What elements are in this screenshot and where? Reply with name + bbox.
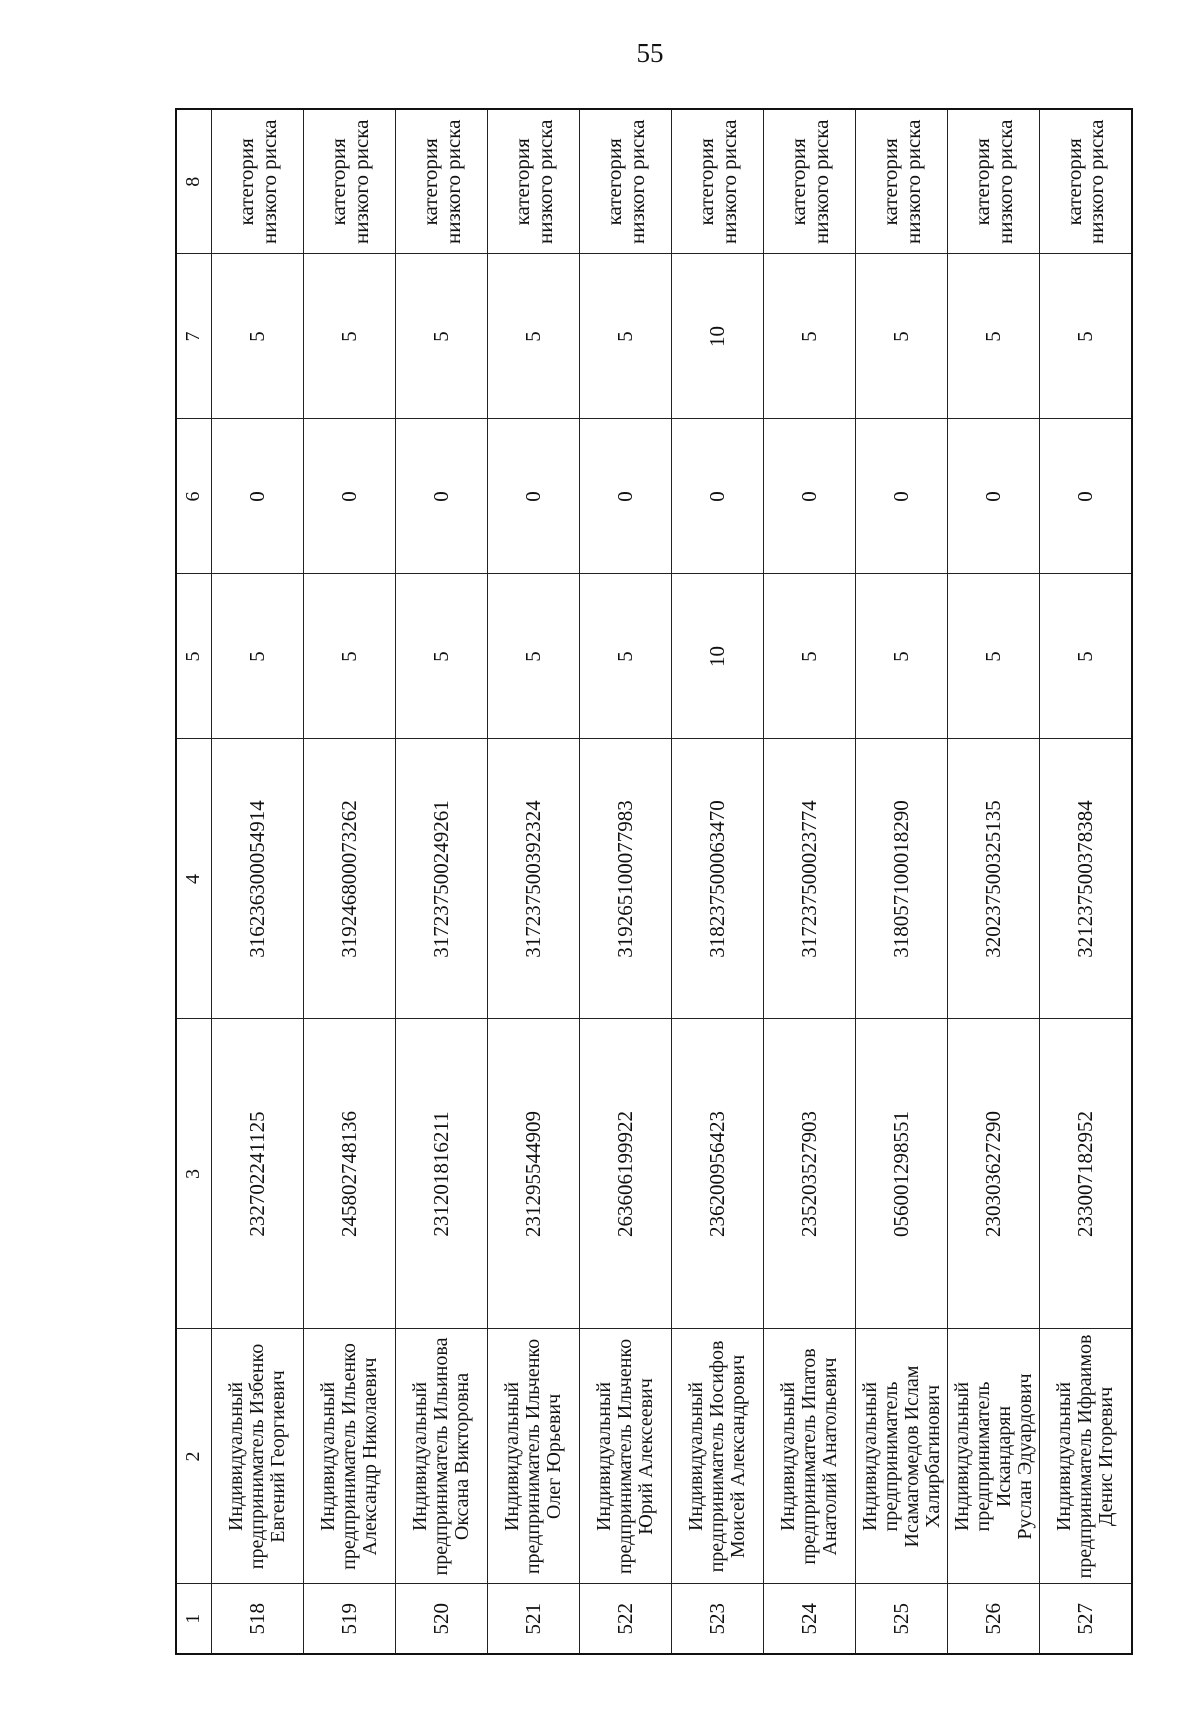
- ogrnip-cell: 319246800073262: [304, 739, 396, 1019]
- ogrnip-cell: 317237500023774: [764, 739, 856, 1019]
- table-row: [856, 109, 948, 1654]
- column-5-cell: 5: [304, 574, 396, 739]
- ogrnip-cell: 317237500249261: [396, 739, 488, 1019]
- column-7-cell: 5: [304, 254, 396, 419]
- row-number-cell: 525: [856, 1584, 948, 1654]
- column-header-3: 3: [176, 1019, 212, 1329]
- inn-cell: 245802748136: [304, 1019, 396, 1329]
- column-6-cell: 0: [672, 419, 764, 574]
- row-number-cell: 518: [212, 1584, 304, 1654]
- column-header-7: 7: [176, 254, 212, 419]
- inn-cell: 231201816211: [396, 1019, 488, 1329]
- ogrnip-cell: 317237500392324: [488, 739, 580, 1019]
- table-row: [1040, 109, 1132, 1654]
- column-header-5: 5: [176, 574, 212, 739]
- ogrnip-cell: 316236300054914: [212, 739, 304, 1019]
- row-number-cell: 520: [396, 1584, 488, 1654]
- column-5-cell: 5: [488, 574, 580, 739]
- inn-cell: 235203527903: [764, 1019, 856, 1329]
- entrepreneur-name-cell: Индивидуальный предприниматель Ильченко Олег Юрьевич: [488, 1329, 580, 1584]
- entrepreneur-name-cell: Индивидуальный предприниматель Ильинова Оксана Викторовна: [396, 1329, 488, 1584]
- column-6-cell: 0: [856, 419, 948, 574]
- column-5-cell: 5: [396, 574, 488, 739]
- entrepreneur-name-cell: Индивидуальный предприниматель Ильченко Юрий Алексеевич: [580, 1329, 672, 1584]
- entrepreneur-name-cell: Индивидуальный предприниматель Ифраимов Денис Игоревич: [1040, 1329, 1132, 1584]
- column-6-cell: 0: [764, 419, 856, 574]
- risk-category-cell: категория низкого риска: [1040, 109, 1132, 254]
- entrepreneur-name-cell: Индивидуальный предприниматель Исамагомедов Ислам Халирбагинович: [856, 1329, 948, 1584]
- row-number-cell: 521: [488, 1584, 580, 1654]
- column-6-cell: 0: [1040, 419, 1132, 574]
- row-number-cell: 519: [304, 1584, 396, 1654]
- ogrnip-cell: 320237500325135: [948, 739, 1040, 1019]
- row-number-cell: 527: [1040, 1584, 1132, 1654]
- page-number: 55: [636, 38, 664, 68]
- inn-cell: 056001298551: [856, 1019, 948, 1329]
- column-7-cell: 5: [396, 254, 488, 419]
- table-row: [764, 109, 856, 1654]
- column-7-cell: 5: [764, 254, 856, 419]
- column-header-6: 6: [176, 419, 212, 574]
- column-5-cell: 5: [856, 574, 948, 739]
- row-number-cell: 523: [672, 1584, 764, 1654]
- table-row: [672, 109, 764, 1654]
- column-7-cell: 5: [948, 254, 1040, 419]
- row-number-cell: 526: [948, 1584, 1040, 1654]
- column-5-cell: 5: [948, 574, 1040, 739]
- entrepreneur-name-cell: Индивидуальный предприниматель Ильенко Александр Николаевич: [304, 1329, 396, 1584]
- table-row: [948, 109, 1040, 1654]
- entrepreneur-name-cell: Индивидуальный предприниматель Искандарян Руслан Эдуардович: [948, 1329, 1040, 1584]
- column-5-cell: 5: [580, 574, 672, 739]
- column-7-cell: 5: [488, 254, 580, 419]
- risk-category-cell: категория низкого риска: [396, 109, 488, 254]
- ogrnip-cell: 321237500378384: [1040, 739, 1132, 1019]
- column-6-cell: 0: [580, 419, 672, 574]
- column-header-2: 2: [176, 1329, 212, 1584]
- column-5-cell: 5: [1040, 574, 1132, 739]
- table-row: [396, 109, 488, 1654]
- inn-cell: 232702241125: [212, 1019, 304, 1329]
- ogrnip-cell: 319265100077983: [580, 739, 672, 1019]
- column-6-cell: 0: [948, 419, 1040, 574]
- header-row: [176, 109, 212, 1654]
- risk-category-cell: категория низкого риска: [856, 109, 948, 254]
- inn-cell: 233007182952: [1040, 1019, 1132, 1329]
- inn-cell: 236200956423: [672, 1019, 764, 1329]
- ogrnip-cell: 318057100018290: [856, 739, 948, 1019]
- column-5-cell: 10: [672, 574, 764, 739]
- column-7-cell: 5: [212, 254, 304, 419]
- column-7-cell: 5: [856, 254, 948, 419]
- column-6-cell: 0: [212, 419, 304, 574]
- inn-cell: 230303627290: [948, 1019, 1040, 1329]
- column-header-1: 1: [176, 1584, 212, 1654]
- row-number-cell: 524: [764, 1584, 856, 1654]
- table-body: [212, 109, 1132, 1654]
- risk-category-cell: категория низкого риска: [672, 109, 764, 254]
- column-7-cell: 5: [580, 254, 672, 419]
- inn-cell: 263606199922: [580, 1019, 672, 1329]
- registry-table: [175, 108, 1133, 1655]
- risk-category-cell: категория низкого риска: [580, 109, 672, 254]
- risk-category-cell: категория низкого риска: [764, 109, 856, 254]
- risk-category-cell: категория низкого риска: [488, 109, 580, 254]
- column-6-cell: 0: [396, 419, 488, 574]
- column-6-cell: 0: [488, 419, 580, 574]
- column-header-8: 8: [176, 109, 212, 254]
- entrepreneur-name-cell: Индивидуальный предприниматель Ипатов Анатолий Анатольевич: [764, 1329, 856, 1584]
- column-7-cell: 5: [1040, 254, 1132, 419]
- risk-category-cell: категория низкого риска: [304, 109, 396, 254]
- column-7-cell: 10: [672, 254, 764, 419]
- table-row: [488, 109, 580, 1654]
- risk-category-cell: категория низкого риска: [948, 109, 1040, 254]
- table-row: [304, 109, 396, 1654]
- risk-category-cell: категория низкого риска: [212, 109, 304, 254]
- entrepreneur-name-cell: Индивидуальный предприниматель Избенко Евгений Георгиевич: [212, 1329, 304, 1584]
- inn-cell: 231295544909: [488, 1019, 580, 1329]
- table-row: [580, 109, 672, 1654]
- ogrnip-cell: 318237500063470: [672, 739, 764, 1019]
- row-number-cell: 522: [580, 1584, 672, 1654]
- registry-table-container: [175, 110, 1130, 1655]
- column-header-4: 4: [176, 739, 212, 1019]
- column-5-cell: 5: [764, 574, 856, 739]
- entrepreneur-name-cell: Индивидуальный предприниматель Иосифов Моисей Александрович: [672, 1329, 764, 1584]
- column-5-cell: 5: [212, 574, 304, 739]
- table-row: [212, 109, 304, 1654]
- column-6-cell: 0: [304, 419, 396, 574]
